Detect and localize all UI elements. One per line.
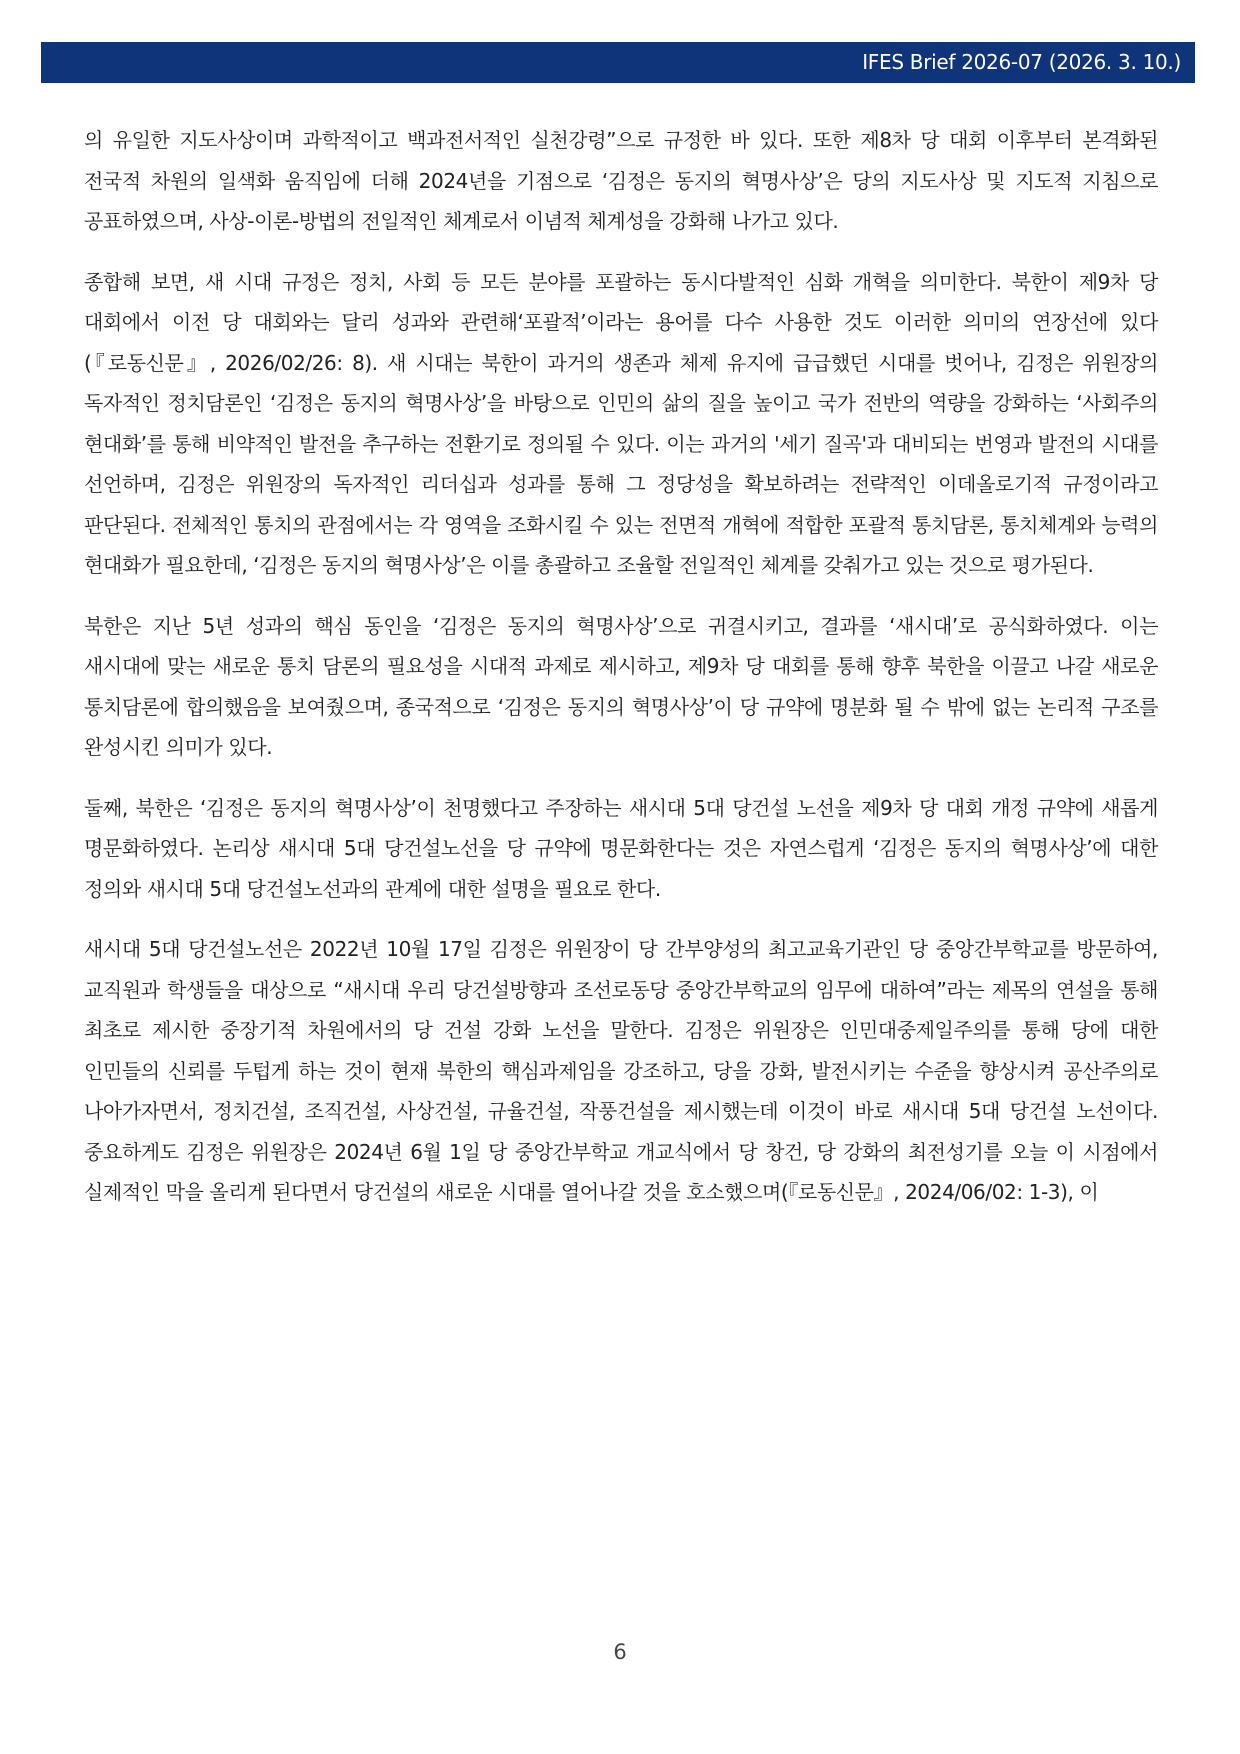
paragraph-3: 북한은 지난 5년 성과의 핵심 동인을 ‘김정은 동지의 혁명사상’으로 귀결시키고, 결과를 ‘새시대’로 공식화하였다. 이는 새시대에 맞는 새로운 통치 담론의 필요성을 시대적 과제로 제시하고, 제9차 당 대회를 통해 향후 북한을 이끌고 나갈 새로운 통치담론에 합의했음을 보여줬으며, 종국적으로 ‘김정은 동지의 혁명사상’이 당 규약에 명분화 될 수 밖에 없는 논리적 구조를 완성시킨 의미가 있다. (84, 613, 1158, 759)
header-bar (41, 42, 1195, 83)
page-number: 6 (613, 1640, 627, 1664)
paragraph-1: 의 유일한 지도사상이며 과학적이고 백과전서적인 실천강령”으로 규정한 바 있다. 또한 제8차 당 대회 이후부터 본격화된 전국적 차원의 일색화 움직임에 더해 2024년을 기점으로 ‘김정은 동지의 혁명사상’은 당의 지도사상 및 지도적 지침으로 공표하였으며, 사상-이론-방법의 전일적인 체계로서 이념적 체계성을 강화해 나가고 있다. (84, 128, 1158, 233)
document-body (84, 120, 1158, 1233)
header-title: IFES Brief 2026-07 (2026. 3. 10.) (862, 50, 1181, 74)
paragraph-2: 종합해 보면, 새 시대 규정은 정치, 사회 등 모든 분야를 포괄하는 동시다발적인 심화 개혁을 의미한다. 북한이 제9차 당 대회에서 이전 당 대회와는 달리 성과와 관련해‘포괄적’이라는 용어를 다수 사용한 것도 이러한 의미의 연장선에 있다(『로동신문』, 2026/02/26: 8). 새 시대는 북한이 과거의 생존과 체제 유지에 급급했던 시대를 벗어나, 김정은 위원장의 독자적인 정치담론인 ‘김정은 동지의 혁명사상’을 바탕으로 인민의 삶의 질을 높이고 국가 전반의 역량을 강화하는 ‘사회주의 현대화’를 통해 비약적인 발전을 추구하는 전환기로 정의될 수 있다. 이는 과거의 '세기 질곡'과 대비되는 번영과 발전의 시대를 선언하며, 김정은 위원장의 독자적인 리더십과 성과를 통해 그 정당성을 확보하려는 전략적인 이데올로기적 규정이라고 판단된다. 전체적인 통치의 관점에서는 각 영역을 조화시킬 수 있는 전면적 개혁에 적합한 포괄적 통치담론, 통치체계와 능력의 현대화가 필요한데, ‘김정은 동지의 혁명사상’은 이를 총괄하고 조율할 전일적인 체계를 갖춰가고 있는 것으로 평가된다. (84, 269, 1158, 577)
paragraph-5: 새시대 5대 당건설노선은 2022년 10월 17일 김정은 위원장이 당 간부양성의 최고교육기관인 당 중앙간부학교를 방문하여, 교직원과 학생들을 대상으로 “새시대 우리 당건설방향과 조선로동당 중앙간부학교의 임무에 대하여”라는 제목의 연설을 통해 최초로 제시한 중장기적 차원에서의 당 건설 강화 노선을 말한다. 김정은 위원장은 인민대중제일주의를 통해 당에 대한 인민들의 신뢰를 두텁게 하는 것이 현재 북한의 핵심과제임을 강조하고, 당을 강화, 발전시키는 수준을 향상시켜 공산주의로 나아가자면서, 정치건설, 조직건설, 사상건설, 규율건설, 작풍건설을 제시했는데 이것이 바로 새시대 5대 당건설 노선이다. 중요하게도 김정은 위원장은 2024년 6월 1일 당 중앙간부학교 개교식에서 당 창건, 당 강화의 최전성기를 오늘 이 시점에서 실제적인 막을 올리게 된다면서 당건설의 새로운 시대를 열어나갈 것을 호소했으며(『로동신문』, 2024/06/02: 1-3), 이 (84, 937, 1158, 1204)
paragraph-4: 둘째, 북한은 ‘김정은 동지의 혁명사상’이 천명했다고 주장하는 새시대 5대 당건설 노선을 제9차 당 대회 개정 규약에 새롭게 명문화하였다. 논리상 새시대 5대 당건설노선을 당 규약에 명문화한다는 것은 자연스럽게 ‘김정은 동지의 혁명사상’에 대한 정의와 새시대 5대 당건설노선과의 관계에 대한 설명을 필요로 한다. (84, 795, 1158, 901)
